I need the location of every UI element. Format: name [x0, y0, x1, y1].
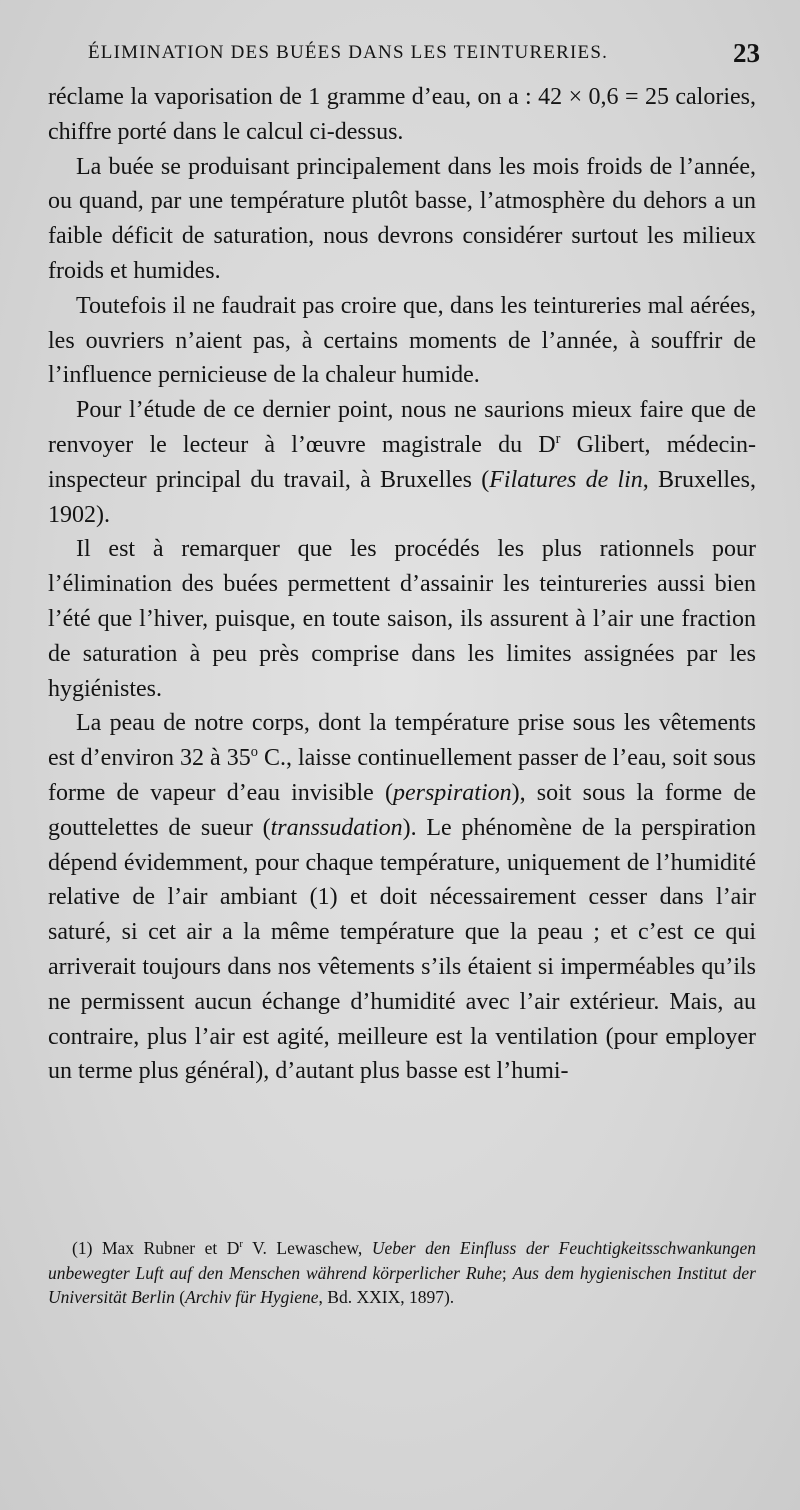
running-title: ÉLIMINATION DES BUÉES DANS LES TEINTURERIES.: [88, 42, 609, 63]
footnote-segment: V. Lewaschew,: [242, 1238, 372, 1258]
paragraph: Il est à remarquer que les procédés les plus rationnels pour l’élimination des buées permettent d’assainir les teintureries aussi bien l’été que l’hiver, puisque, en toute saison, ils assurent à l’air une fraction de saturation à peu près comprise dans les limites assignées par les hygiénistes.: [48, 536, 756, 702]
footnote-italic: Archiv für Hygiene: [185, 1287, 319, 1307]
paragraph-text: Pour l’étude de ce dernier point, nous ne saurions mieux faire que de renvoyer le lecteur à l’œuvre magistrale du D: [48, 397, 756, 458]
page-header: [88, 38, 760, 74]
body-text: [48, 80, 756, 1089]
paragraph-text: , Bruxelles, 1902).: [48, 466, 757, 528]
paragraph: [48, 706, 756, 1089]
degree-sign: o: [250, 744, 258, 761]
paragraph: réclame la vaporisation de 1 gramme d’eau, on a : 42 × 0,6 = 25 calories, chiffre porté dans le calcul ci-dessus.: [48, 84, 756, 145]
footnote-segment: ;: [501, 1262, 513, 1283]
book-title: Filatures de lin: [489, 466, 643, 493]
footnote-segment: (1) Max Rubner et D: [72, 1238, 240, 1258]
footnote-text: [48, 1236, 756, 1310]
footnote: [48, 1236, 756, 1310]
superscript: r: [555, 430, 561, 447]
paragraph-text: Glibert, médecin-inspecteur principal du travail, à Bruxelles (: [48, 431, 756, 493]
footnote-italic: Ueber den Einfluss der Feuchtigkeitsschwankungen unbewegter Luft auf den Menschen während körperlicher Ruhe: [48, 1238, 756, 1283]
paragraph-text: C., laisse continuellement passer de l’eau, soit sous forme de vapeur d’eau invisible (: [48, 745, 756, 806]
paragraph-text: ). Le phénomène de la perspiration dépend évidemment, pour chaque température, uniquement de l’humidité relative de l’air ambiant (1) et doit nécessairement cesser dans l’air saturé, si cet air a la même température que la peau ; et c’est ce qui arriverait toujours dans nos vêtements s’ils étaient si imperméables qu’ils ne permissent aucun échange d’humidité avec l’air extérieur. Mais, au contraire, plus l’air est agité, meilleure est la ventilation (pour employer un terme plus général), d’autant plus basse est l’humi-: [48, 814, 756, 1085]
italic-term: transsudation: [270, 814, 403, 841]
superscript: r: [239, 1239, 243, 1251]
paragraph-text: La peau de notre corps, dont la température prise sous les vêtements est d’environ 32 à 35: [48, 710, 756, 772]
footnote-segment: , Bd. XXIX, 1897).: [318, 1287, 455, 1307]
page-number: 23: [733, 38, 760, 68]
paragraph: [48, 393, 756, 532]
paragraph: Toutefois il ne faudrait pas croire que, dans les teintureries mal aérées, les ouvriers n’aient pas, à certains moments de l’année, à souffrir de l’influence pernicieuse de la chaleur humide.: [48, 292, 756, 389]
footnote-segment: (: [174, 1287, 186, 1307]
footnote-italic: Aus dem hygienischen Institut der Universität Berlin: [48, 1262, 756, 1307]
italic-term: perspiration: [392, 779, 512, 806]
paragraph-text: ), soit sous la forme de gouttelettes de sueur (: [48, 779, 757, 841]
paragraph: La buée se produisant principalement dans les mois froids de l’année, ou quand, par une température plutôt basse, l’atmosphère du dehors a un faible déficit de saturation, nous devrons considérer surtout les milieux froids et humides.: [48, 153, 756, 284]
